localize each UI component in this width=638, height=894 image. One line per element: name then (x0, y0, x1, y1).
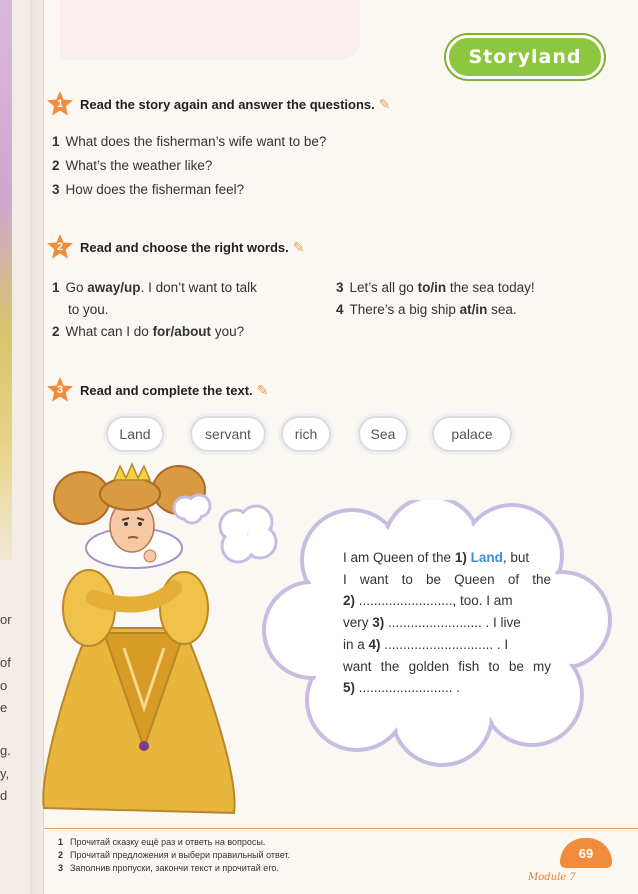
task-title: Read and choose the right words. (80, 239, 289, 255)
choice-item: 3 Let’s all go to/in the sea today! (336, 280, 535, 295)
task-title: Read and complete the text. (80, 382, 253, 398)
task-3-header (46, 376, 268, 404)
footnote: 2 Прочитай предложения и выбери правильный ответ. (58, 850, 291, 860)
cloud-line: want the golden fish to be my (343, 658, 551, 674)
question-item: 2 What’s the weather like? (52, 158, 213, 173)
choice-item-continuation: to you. (68, 302, 109, 317)
left-text-fragment: or (0, 612, 12, 627)
left-text-fragment: g. (0, 743, 11, 758)
doodle-icon: ✎ (256, 381, 269, 398)
blank-5: ......................... . (355, 680, 461, 696)
left-text-fragment: y, (0, 766, 10, 781)
module-label: Module 7 (528, 872, 576, 883)
footnotes (58, 836, 290, 875)
cloud-line: in a 4) ............................. . I (343, 636, 509, 652)
word-bubble: servant (190, 416, 266, 452)
question-item: 1 What does the fisherman’s wife want to be? (52, 134, 327, 149)
doodle-icon: ✎ (378, 95, 391, 112)
footnote: 3 Заполнив пропуски, закончи текст и прочитай его. (58, 863, 279, 873)
blank-4: ............................. . I (380, 636, 509, 652)
star-number-icon: 2 (46, 233, 74, 261)
choice-item: 2 What can I do for/about you? (52, 324, 245, 339)
thought-puff-small (170, 489, 214, 527)
cloud-line: I want to be Queen of the (343, 571, 551, 587)
footer-divider (44, 828, 638, 829)
cloud-line: very 3) ......................... . I live (343, 615, 521, 631)
blank-2: ........................., too. I am (355, 593, 513, 609)
left-text-fragment: of (0, 655, 11, 670)
cloud-line: 5) ......................... . (343, 680, 461, 696)
left-page-illustration (0, 0, 12, 560)
question-item: 3 How does the fisherman feel? (52, 182, 245, 197)
example-answer: Land (470, 550, 503, 565)
blank-3: ......................... . I live (384, 615, 521, 631)
left-text-fragment: e (0, 700, 8, 715)
task-2-header (46, 233, 304, 261)
star-number-icon: 3 (46, 376, 74, 404)
storyland-logo: Storyland (446, 35, 604, 79)
cloud-line: 2) ........................., too. I am (343, 593, 513, 609)
choice-item: 1 Go away/up. I don’t want to talk (52, 280, 257, 295)
doodle-icon: ✎ (292, 238, 305, 255)
word-bubble: Sea (358, 416, 408, 452)
word-bubble: rich (281, 416, 331, 452)
faded-header-area (60, 0, 360, 60)
star-number-icon: 1 (46, 90, 74, 118)
left-text-fragment: d (0, 788, 8, 803)
task-1-header (46, 90, 390, 118)
thought-puff-large (212, 498, 284, 570)
left-text-fragment: o (0, 678, 8, 693)
choice-item: 4 There’s a big ship at/in sea. (336, 302, 517, 317)
footnote: 1 Прочитай сказку ещё раз и ответь на вопросы. (58, 837, 266, 847)
cloud-completion-text (343, 547, 551, 699)
cloud-line: I am Queen of the 1) Land, but (343, 550, 530, 565)
word-bubble: palace (432, 416, 512, 452)
page-number: 69 (560, 838, 612, 868)
task-title: Read the story again and answer the questions. (80, 96, 375, 112)
word-bubble: Land (106, 416, 164, 452)
